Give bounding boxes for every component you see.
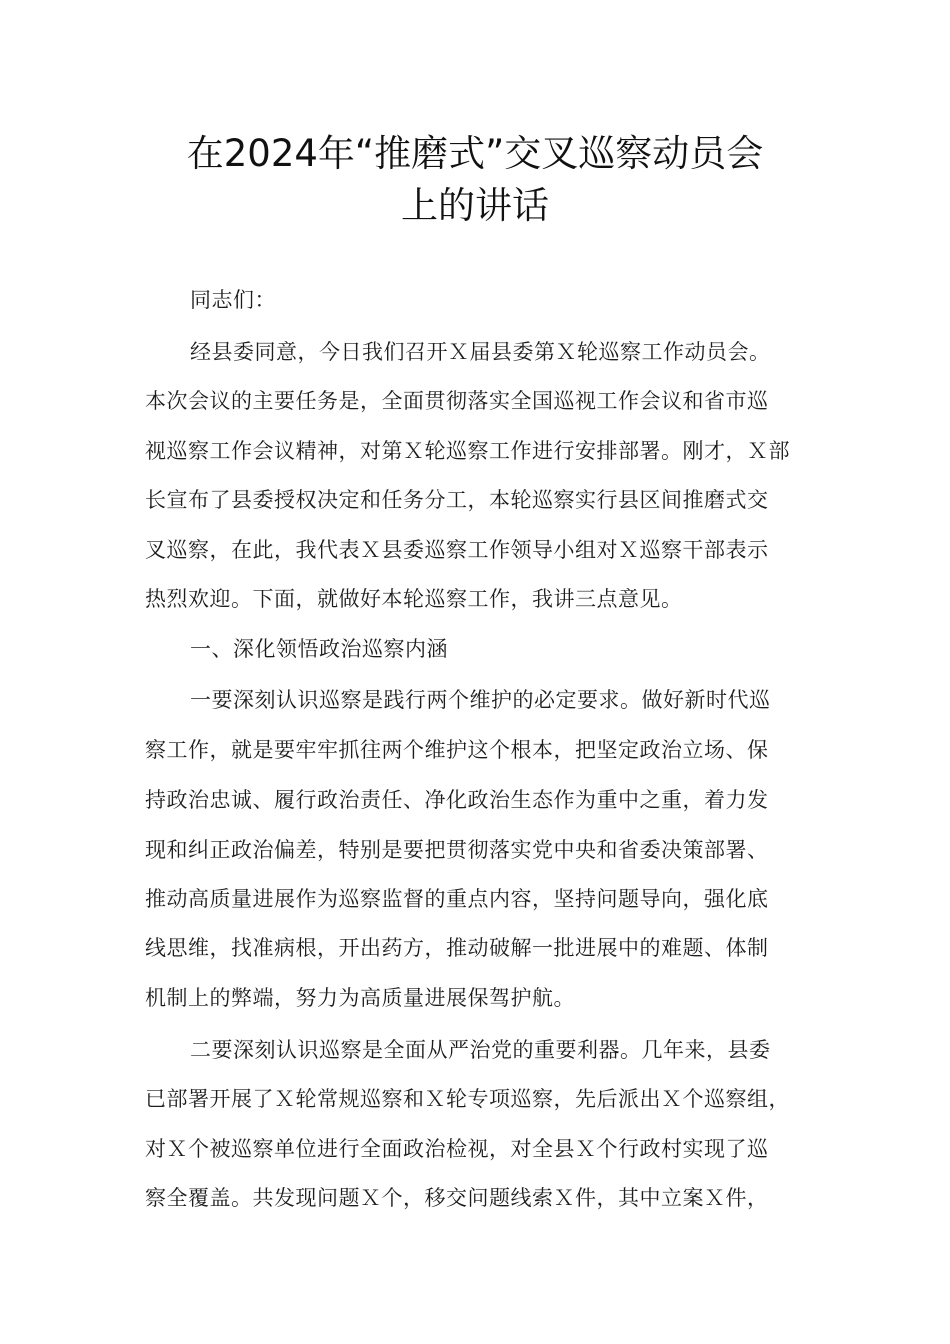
paragraph-line: 热烈欢迎。下面，就做好本轮巡察工作，我讲三点意见。 [145,587,683,611]
paragraph-line: 察工作，就是要牢牢抓往两个维护这个根本，把坚定政治立场、保 [145,738,769,762]
paragraph-line: 察全覆盖。共发现问题Ｘ个，移交问题线索Ｘ件，其中立案Ｘ件， [145,1186,769,1210]
paragraph-line: 长宣布了县委授权决定和任务分工，本轮巡察实行县区间推磨式交 [145,488,769,512]
paragraph-line: 二要深刻认识巡察是全面从严治党的重要利器。几年来，县委 [190,1038,771,1062]
document-title-line-1: 在2024年“推磨式”交叉巡察动员会 [186,132,764,175]
paragraph-line: 线思维，找准病根，开出药方，推动破解一批进展中的难题、体制 [145,936,769,960]
paragraph-line: 本次会议的主要任务是，全面贯彻落实全国巡视工作会议和省市巡 [145,389,769,413]
paragraph-line: 推动高质量进展作为巡察监督的重点内容，坚持问题导向，强化底 [145,887,769,911]
paragraph-line: 对Ｘ个被巡察单位进行全面政治检视，对全县Ｘ个行政村实现了巡 [145,1137,769,1161]
paragraph-line: 视巡察工作会议精神，对第Ｘ轮巡察工作进行安排部署。刚才，Ｘ部 [145,439,790,463]
paragraph-line: 持政治忠诚、履行政治责任、净化政治生态作为重中之重，着力发 [145,788,769,812]
paragraph-line: 一要深刻认识巡察是践行两个维护的必定要求。做好新时代巡 [190,688,771,712]
paragraph-line: 现和纠正政治偏差，特别是要把贯彻落实党中央和省委决策部署、 [145,838,769,862]
paragraph-line: 经县委同意，今日我们召开Ｘ届县委第Ｘ轮巡察工作动员会。 [190,340,771,364]
section-heading: 一、深化领悟政治巡察内涵 [190,637,448,661]
document-title-line-2: 上的讲话 [401,184,549,227]
paragraph-line: 已部署开展了Ｘ轮常规巡察和Ｘ轮专项巡察，先后派出Ｘ个巡察组， [145,1087,790,1111]
paragraph-line: 机制上的弊端，努力为高质量进展保驾护航。 [145,986,575,1010]
salutation: 同志们： [190,288,276,312]
paragraph-line: 叉巡察，在此，我代表Ｘ县委巡察工作领导小组对Ｘ巡察干部表示 [145,538,769,562]
